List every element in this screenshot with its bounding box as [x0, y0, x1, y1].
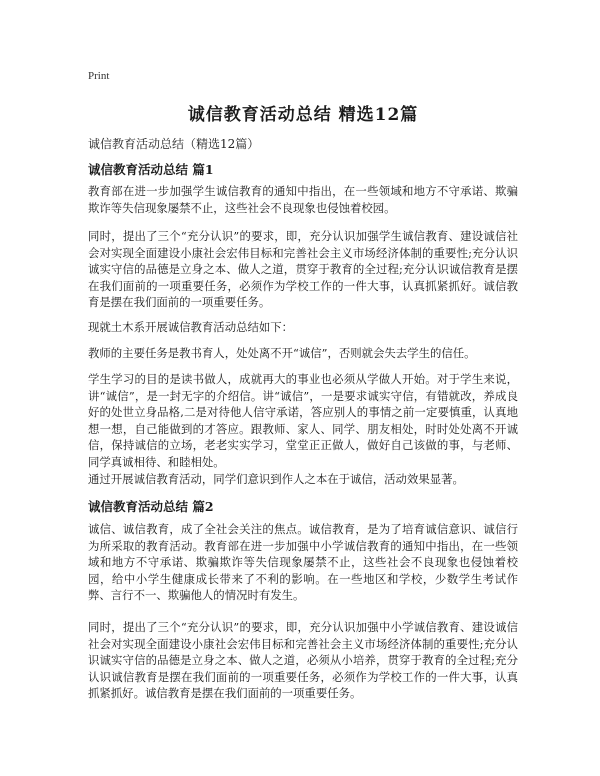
paragraph: 现就土木系开展诚信教育活动总结如下：	[88, 320, 294, 334]
paragraph: 通过开展诚信教育活动，同学们意识到作人之本在于诚信，活动效果显著。	[88, 472, 464, 486]
paragraph: 同时，提出了三个“充分认识”的要求，即，充分认识加强中小学诚信教育、建设诚信社会对实现全面建设小康社会宏伟目标和完善社会主义市场经济体制的重要性;充分认识诚实守信的品德是立身之本、做人之道，必须从小培养，贯穿于教育的全过程;充分认识诚信教育是摆在我们面前的一项重要任务，必须作为学校工作的一件大事，认真抓紧抓好。诚信教育是摆在我们面前的一项重要任务。	[88, 620, 518, 700]
paragraph: 教育部在进一步加强学生诚信教育的通知中指出，在一些领域和地方不守承诺、欺骗欺诈等失信现象屡禁不止，这些社会不良现象也侵蚀着校园。	[88, 184, 518, 215]
section-heading-2: 诚信教育活动总结 篇2	[88, 499, 214, 514]
paragraph: 学生学习的目的是读书做人，成就再大的事业也必须从学做人开始。对于学生来说，讲“诚信”，是一封无字的介绍信。讲“诚信”，一是要求诚实守信，有错就改，养成良好的处世立身品格,二是对待他人信守承诺，答应别人的事情之前一定要慎重，认真地想一想，自己能做到的才答应。跟教师、家人、同学、朋友相处，时时处处离不开诚信，保持诚信的立场，老老实实学习，堂堂正正做人，做好自己该做的事，与老师、同学真诚相待、和睦相处。	[88, 372, 518, 469]
section-heading-1: 诚信教育活动总结 篇1	[88, 162, 214, 177]
document-subtitle: 诚信教育活动总结（精选12篇）	[88, 137, 260, 151]
page-title: 诚信教育活动总结 精选12篇	[187, 105, 419, 125]
paragraph: 教师的主要任务是教书育人，处处离不开“诚信”，否则就会失去学生的信任。	[88, 346, 476, 360]
print-label[interactable]: Print	[88, 70, 110, 82]
paragraph: 同时，提出了三个“充分认识”的要求，即，充分认识加强学生诚信教育、建设诚信社会对实现全面建设小康社会宏伟目标和完善社会主义市场经济体制的重要性;充分认识诚实守信的品德是立身之本、做人之道，贯穿于教育的全过程;充分认识诚信教育是摆在我们面前的一项重要任务，必须作为学校工作的一件大事，认真抓紧抓好。诚信教育是摆在我们面前的一项重要任务。	[88, 229, 518, 309]
paragraph: 诚信、诚信教育，成了全社会关注的焦点。诚信教育，是为了培育诚信意识、诚信行为所采取的教育活动。教育部在进一步加强中小学诚信教育的通知中指出，在一些领域和地方不守承诺、欺骗欺诈等失信现象屡禁不止，这些社会不良现象也侵蚀着校园，给中小学生健康成长带来了不利的影响。在一些地区和学校，少数学生考试作弊、言行不一、欺骗他人的情况时有发生。	[88, 522, 518, 602]
